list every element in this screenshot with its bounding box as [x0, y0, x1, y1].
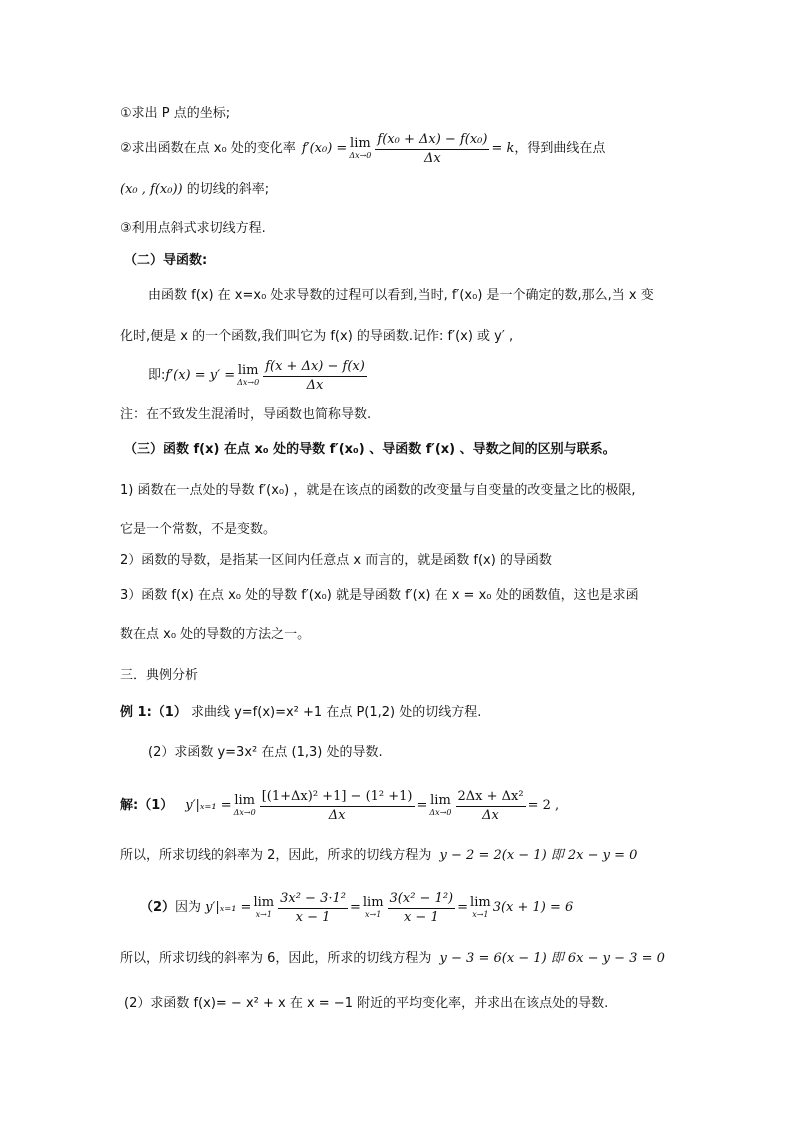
limit-operator: lim Δx→0 — [429, 793, 452, 817]
solution-2-quotient-2: $\frac{\text{3(x² − 1²)}}{x - 1}$ — [389, 890, 454, 925]
step-2-cont — [120, 180, 269, 200]
step-2-lhs: f′(x₀) = — [301, 141, 348, 156]
solution-2-text: 因为 — [175, 900, 202, 915]
heading-derivative-function: （二）导函数: — [124, 253, 208, 268]
step-2-text: ②求出函数在点 x₀ 处的变化率 — [120, 141, 296, 156]
solution-2: （2） 因为 y′|ₓ₌₁ = lim x→1 $\frac{\text{3x² − 3·1²}}{x - 1}$ = lim x→1 $\frac{\text{3(x² − 1²)}}{x - 1}$ = lim x→1 3(x + 1) = 6 — [140, 890, 574, 925]
limit-operator: lim x→1 — [362, 895, 384, 919]
limit-operator: lim Δx→0 — [237, 363, 260, 387]
paragraph-2: 化时,便是 x 的一个函数,我们叫它为 f(x) 的导函数.记作: f′(x) 或 y′ , — [120, 329, 514, 344]
section-examples: 三．典例分析 — [120, 668, 199, 683]
example-1-part-2: (2）求函数 y=3x² 在点 (1,3) 处的导数. — [148, 745, 383, 760]
question-2: (2）求函数 f(x)= − x² + x 在 x = −1 附近的平均变化率，并求出在该点处的导数. — [124, 996, 609, 1011]
paragraph-1: 由函数 f(x) 在 x=x₀ 处求导数的过程可以看到,当时, f′(x₀) 是一个确定的数,那么,当 x 变 — [148, 288, 654, 303]
solution-1-lhs: y′|ₓ₌₁ = — [185, 798, 232, 813]
definition-quotient: $\frac{f(x + \Delta x) - f(x)}{\Delta x}$ — [265, 358, 365, 393]
limit-operator: lim x→1 — [253, 895, 275, 919]
derivative-definition — [148, 356, 369, 396]
item-2: 2）函数的导数，是指某一区间内任意点 x 而言的，就是函数 f(x) 的导函数 — [120, 553, 552, 568]
step-2-rhs: = k — [491, 141, 515, 156]
solution-1 — [120, 784, 559, 828]
step-2 — [120, 132, 605, 166]
heading-distinction: （三）函数 f(x) 在点 x₀ 处的导数 f′(x₀) 、导函数 f′(x) 、导数之间的区别与联系。 — [124, 442, 616, 457]
tangent-equation-1: y − 2 = 2(x − 1) 即 2x − y = 0 — [439, 848, 638, 863]
solution-2-result: 3(x + 1) = 6 — [492, 900, 574, 915]
step-3: ③利用点斜式求切线方程. — [120, 221, 266, 236]
solution-1-conclusion-text: 所以，所求切线的斜率为 2，因此，所求的切线方程为 — [120, 848, 432, 863]
note: 注：在不致发生混淆时，导函数也简称导数. — [120, 407, 372, 422]
example-1-text: 求曲线 y=f(x)=x² +1 在点 P(1,2) 处的切线方程. — [190, 705, 482, 720]
limit-operator: lim Δx→0 — [349, 136, 372, 160]
solution-1-quotient-2: $\frac{\text{2Δx + Δx²}}{\Delta x}$ — [457, 788, 524, 823]
limit-operator: lim x→1 — [470, 895, 491, 919]
solution-2-conclusion-text: 所以，所求切线的斜率为 6，因此，所求的切线方程为 — [120, 951, 432, 966]
solution-1-label: 解:（1） — [120, 798, 174, 813]
solution-2-conclusion — [120, 949, 665, 969]
step-1: ①求出 P 点的坐标; — [120, 106, 231, 121]
tangent-equation-2: y − 3 = 6(x − 1) 即 6x − y − 3 = 0 — [439, 951, 665, 966]
item-3: 3）函数 f(x) 在点 x₀ 处的导数 f′(x₀) 就是导函数 f′(x) 在 x = x₀ 处的函数值，这也是求函 — [120, 588, 639, 603]
item-3-cont: 数在点 x₀ 处的导数的方法之一。 — [120, 627, 311, 642]
solution-1-result: = 2 , — [527, 798, 560, 813]
definition-label: 即: — [148, 368, 166, 383]
difference-quotient: $\frac{\text{f(x₀ + Δx) − f(x₀)}}{\Delta x}$ — [377, 131, 488, 166]
equals-sign: = — [416, 798, 428, 813]
solution-2-lhs: y′|ₓ₌₁ = — [205, 900, 252, 915]
item-1: 1) 函数在一点处的导数 f′(x₀) ，就是在该点的函数的改变量与自变量的改变量之比的极限, — [120, 483, 636, 498]
solution-1-conclusion — [120, 846, 637, 866]
solution-2-quotient-1: $\frac{\text{3x² − 3·1²}}{x - 1}$ — [280, 890, 346, 925]
step-2-cont-text: 的切线的斜率; — [186, 182, 270, 197]
step-2-tail: ，得到曲线在点 — [514, 141, 606, 156]
example-1-label: 例 1:（1） — [120, 705, 187, 720]
point-coords: (x₀ , f(x₀)) — [120, 182, 183, 197]
solution-1-quotient-1: $\frac{\text{[(1+Δx)² +1] − (1² +1)}}{\Delta x}$ — [261, 788, 413, 823]
example-1 — [120, 703, 481, 723]
solution-2-label: （2） — [140, 900, 176, 915]
definition-lhs: f′(x) = y′ = — [165, 368, 236, 383]
item-1-cont: 它是一个常数，不是变数。 — [120, 522, 277, 537]
limit-operator: lim Δx→0 — [233, 793, 256, 817]
